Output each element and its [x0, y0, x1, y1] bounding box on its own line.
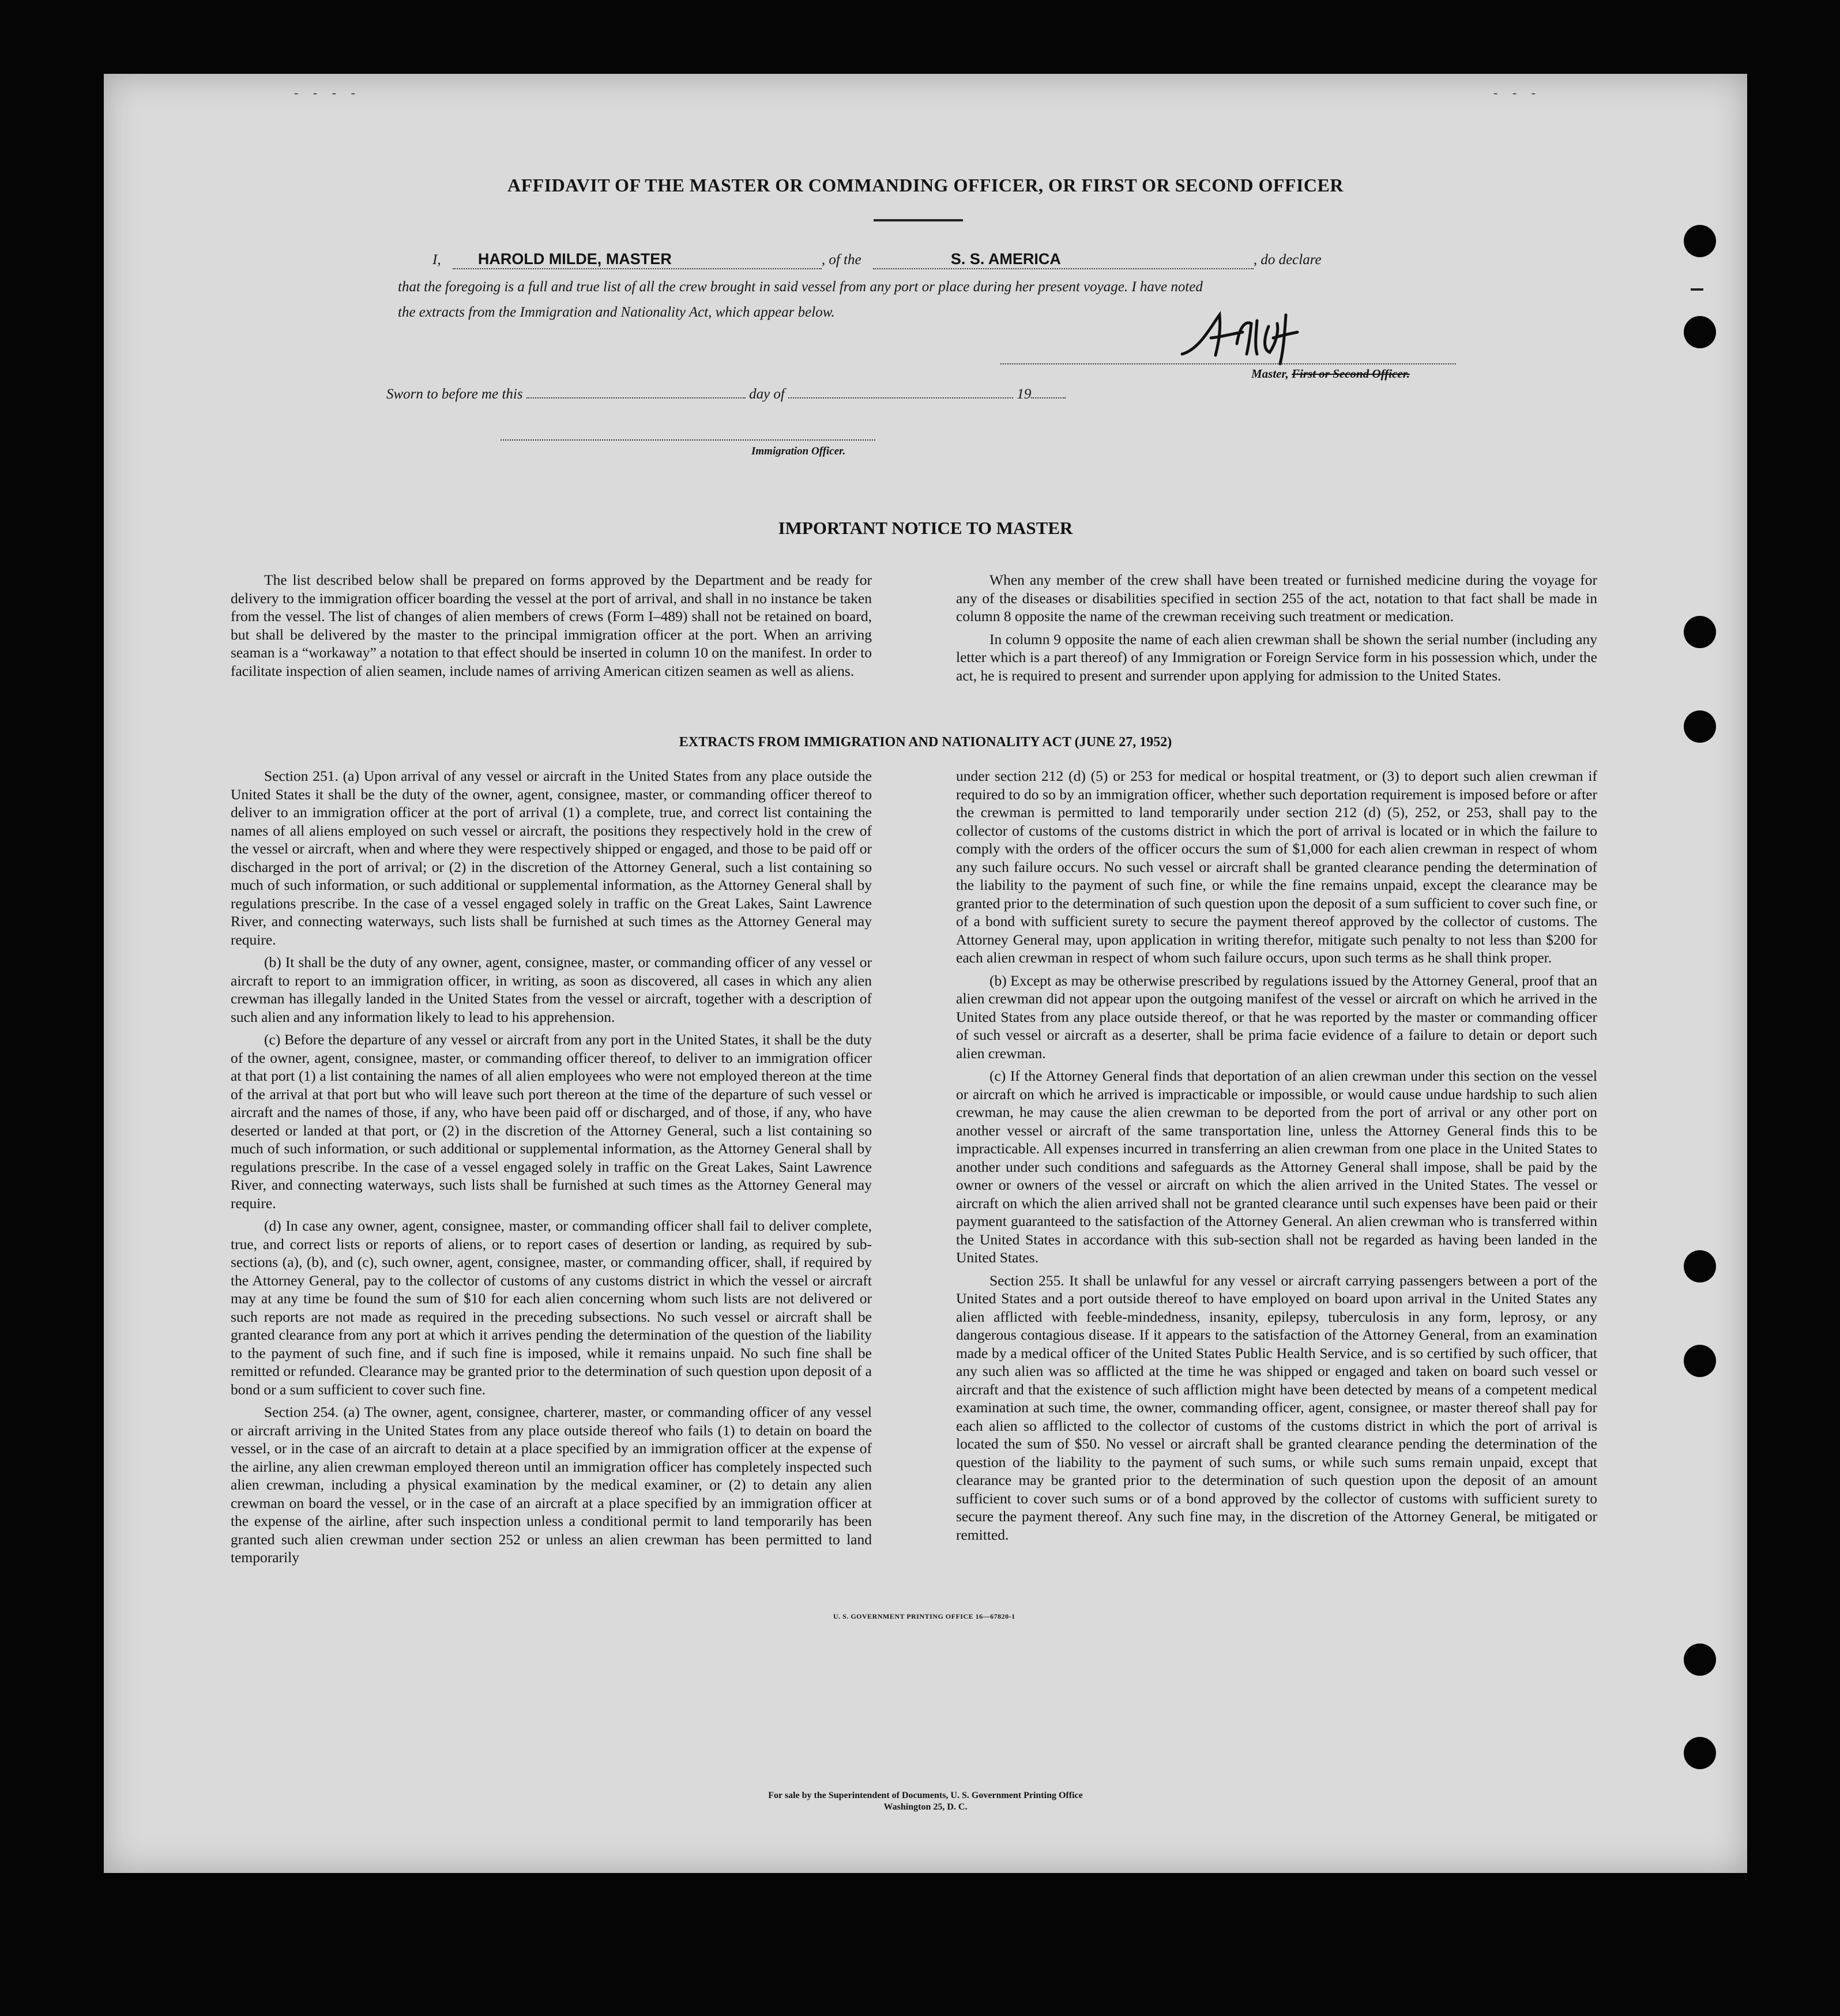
vessel-value: S. S. AMERICA — [950, 250, 1061, 268]
extracts-left-column — [231, 767, 872, 1571]
statement-line-1: that the foregoing is a full and true list of all the crew brought in said vessel from any port or place during her present voyage. I have noted — [398, 279, 1203, 295]
punch-hole — [1684, 225, 1716, 257]
section-251-b: (b) It shall be the duty of any owner, agent, consignee, master, or commanding officer of any vessel or aircraft to report to an immigration officer, in writing, as soon as discovered, all cases in which any alien crewman has illegally landed in the United States from the vessel or aircraft, together with a description of such alien and any information likely to lead to his apprehension. — [231, 954, 872, 1025]
section-251-c: (c) Before the departure of any vessel or aircraft from any port in the United States, it shall be the duty of the owner, agent, consignee, master, or commanding officer thereof, to deliver to an immigration officer at that port (1) a list containing the names of all alien employees who were not employed thereon at the time of the arrival at that port but who will leave such port thereon at the time of the departure of such vessel or aircraft and the names of those, if any, who have been paid off or discharged, and of those, if any, who have deserted or landed at that port, or (2) in the discretion of the Attorney General, such a list containing so much of such information, or such additional or supplemental information, as the Attorney General shall by regulations prescribe. In the case of a vessel engaged solely in traffic on the Great Lakes, Saint Lawrence River, and connecting waterways, such lists shall be furnished at such times as the Attorney General may require. — [231, 1031, 872, 1212]
extracts-right-column — [956, 767, 1597, 1548]
do-declare-label: , do declare — [1253, 252, 1322, 268]
extracts-title: EXTRACTS FROM IMMIGRATION AND NATIONALITY ACT (JUNE 27, 1952) — [679, 735, 1172, 750]
punch-hole — [1684, 1250, 1716, 1282]
vessel-field — [873, 250, 1254, 269]
section-251-a: Section 251. (a) Upon arrival of any vessel or aircraft in the United States from any place outside the United States it shall be the duty of the owner, agent, consignee, master, or commanding officer thereof to deliver to an immigration officer at the port of arrival (1) a complete, true, and correct list containing the names of all aliens employed on such vessel or aircraft, the positions they respectively hold in the crew of the vessel or aircraft, when and where they were respectively shipped or engaged, and those to be paid off or discharged in the port of arrival; or (2) in the discretion of the Attorney General, such a list containing so much of such information, or such additional or supplemental information, as the Attorney General shall by regulations prescribe. In the case of a vessel engaged solely in traffic on the Great Lakes, Saint Lawrence River, and connecting waterways, such lists shall be furnished at such times as the Attorney General may require. — [231, 768, 872, 948]
name-value: HAROLD MILDE, MASTER — [477, 250, 672, 268]
officer-signature-line — [501, 439, 875, 441]
year-field — [1031, 397, 1066, 398]
edge-tick — [1691, 288, 1703, 291]
footer-line-1: For sale by the Superintendent of Documents, U. S. Government Printing Office — [768, 1791, 1083, 1800]
punch-hole — [1684, 316, 1716, 348]
section-254-b: (b) Except as may be otherwise prescribed by regulations issued by the Attorney General, proof that an alien crewman did not appear upon the outgoing manifest of the vessel or aircraft on which he arrived in the United States from any place outside thereof, or that he was reported by the master or commanding officer of such vessel or aircraft as a deserter, shall be prima facie evidence of a failure to detain or deport such alien crewman. — [956, 972, 1597, 1062]
notice-right-column — [956, 571, 1597, 689]
immigration-officer-label: Immigration Officer. — [751, 445, 846, 457]
of-the-label: , of the — [821, 252, 861, 268]
edge-marks-right: - - - — [1493, 85, 1541, 100]
printing-imprint: U. S. GOVERNMENT PRINTING OFFICE 16—67820-1 — [833, 1612, 1015, 1620]
caption-master: Master, — [1251, 367, 1289, 381]
edge-marks-left: - - - - — [294, 85, 361, 100]
notice-left-column — [231, 571, 872, 684]
caption-struck: First or Second Officer. — [1292, 367, 1410, 381]
sworn-day-field — [526, 397, 746, 398]
punch-hole — [1684, 616, 1716, 648]
section-254-a-continued: under section 212 (d) (5) or 253 for medical or hospital treatment, or (3) to deport such alien crewman if required to do so by an immigration officer, whether such deportation requirement is imposed before or after the crewman is permitted to land temporarily under section 212 (d) (5), 252, or 253, shall pay to the collector of customs of the customs district in which the port of arrival is located or in which the failure to comply with the orders of the officer occurs the sum of $1,000 for each alien crewman in respect of whom any such failure occurs. No such vessel or aircraft shall be granted clearance pending the determination of the liability to the payment of such fine, or while the fine remains unpaid, except the clearance may be granted prior to the determination of such question upon the deposit of a sum sufficient to cover such fine, or of a bond with sufficient surety to secure the payment thereof approved by the collector of customs. The Attorney General may, upon application in writing therefor, mitigate such penalty to not less than $200 for each alien crewman in respect of whom such failure occurs, upon such terms as he shall think proper. — [956, 768, 1597, 966]
sworn-line — [386, 386, 1251, 403]
sale-footer — [104, 1790, 1747, 1813]
year-label: 19 — [1017, 386, 1032, 402]
punch-hole — [1684, 1737, 1716, 1769]
sworn-month-field — [788, 397, 1013, 398]
day-of-label: day of — [749, 386, 785, 402]
section-255: Section 255. It shall be unlawful for any vessel or aircraft carrying passengers between a port of the United States and a port outside thereof to have employed on board upon arrival in the United States any alien afflicted with feeble-mindedness, insanity, epilepsy, tuberculosis in any form, leprosy, or any dangerous contagious disease. If it appears to the satisfaction of the Attorney General, from an examination made by a medical officer of the United States Public Health Service, and is so certified by such officer, that any such alien was so afflicted at the time he was shipped or engaged and taken on board such vessel or aircraft and that the existence of such affliction might have been detected by means of a competent medical examination at such time, the owner, commanding officer, agent, consignee, or master thereof shall pay for each alien so afflicted to the collector of customs of the customs district in which the port of arrival is located the sum of $50. No vessel or aircraft shall be granted clearance pending the determination of the question of the liability to the payment of such sums, or while such sums remain unpaid, except that clearance may be granted prior to the determination of such question upon the deposit of an amount sufficient to cover such sums or of a bond approved by the collector of customs with sufficient surety to secure the payment thereof. Any such fine may, in the discretion of the Attorney General, be mitigated or remitted. — [956, 1272, 1597, 1543]
sworn-label: Sworn to before me this — [386, 386, 523, 402]
declaration-line — [432, 250, 1586, 269]
document-page — [104, 74, 1747, 1873]
footer-line-2: Washington 25, D. C. — [883, 1802, 968, 1812]
section-254-a: Section 254. (a) The owner, agent, consignee, charterer, master, or commanding officer of any vessel or aircraft arriving in the United States from any place outside thereof who fails (1) to detain on board the vessel, or in the case of an aircraft to detain at a place specified by an immigration officer at the expense of the airline, any alien crewman employed thereon until an immigration officer has completely inspected such alien crewman, including a physical examination by the medical examiner, or (2) to detain any alien crewman on board the vessel, or in the case of an aircraft at a place specified by an immigration officer at the expense of the airline, after such inspection unless a conditional permit to land temporarily has been granted such alien crewman under section 252 or unless an alien crewman has been permitted to land temporarily — [231, 1404, 872, 1566]
signature-caption — [1251, 367, 1410, 381]
master-signature — [1176, 303, 1315, 367]
notice-right-paragraph-2: In column 9 opposite the name of each alien crewman shall be shown the serial number (including any letter which is a part thereof) of any Immigration or Foreign Service form in his possession which, under the act, he is required to present and surrender upon applying for admission to the United States. — [956, 630, 1597, 684]
statement-line-2: the extracts from the Immigration and Nationality Act, which appear below. — [398, 304, 835, 320]
section-254-c: (c) If the Attorney General finds that deportation of an alien crewman under this section on the vessel or aircraft on which he arrived is impracticable or impossible, or would cause undue hardship to such alien crewman, he may cause the alien crewman to be deported from the port of arrival or any other port on another vessel or aircraft of the same transportation line, unless the Attorney General finds this to be impracticable. All expenses incurred in transferring an alien crewman from one place in the United States to another under such conditions and safeguards as the Attorney General shall impose, shall be paid by the owner or owners of the vessel or aircraft on which the alien arrived in the United States. The vessel or aircraft on which the alien arrived shall not be granted clearance until such expenses have been paid or their payment guaranteed to the satisfaction of the Attorney General. An alien crewman who is transferred within the United States in accordance with this sub-section shall not be regarded as having been landed in the United States. — [956, 1067, 1597, 1266]
notice-title: IMPORTANT NOTICE TO MASTER — [778, 518, 1073, 538]
notice-right-paragraph-1: When any member of the crew shall have been treated or furnished medicine during the voyage for any of the diseases or disabilities specified in section 255 of the act, notation to that fact shall be made in column 8 opposite the name of the crewman receiving such treatment or medication. — [956, 571, 1597, 625]
signature-line — [1000, 363, 1456, 364]
affidavit-title: AFFIDAVIT OF THE MASTER OR COMMANDING OFFICER, OR FIRST OR SECOND OFFICER — [507, 175, 1344, 195]
punch-hole — [1684, 1643, 1716, 1676]
name-field — [453, 250, 822, 269]
notice-left-paragraph: The list described below shall be prepared on forms approved by the Department and be ready for delivery to the immigration officer boarding the vessel at the port of arrival, and shall in no instance be taken from the vessel. The list of changes of alien members of crews (Form I–489) shall not be retained on board, but shall be delivered by the master to the principal immigration officer at the port. When an arriving seaman is a “workaway” a notation to that effect should be inserted in column 10 on the manifest. In order to facilitate inspection of alien seamen, include names of arriving American citizen seamen as well as aliens. — [231, 571, 872, 679]
title-rule — [874, 219, 963, 221]
punch-hole — [1684, 1345, 1716, 1377]
section-251-d: (d) In case any owner, agent, consignee, master, or commanding officer shall fail to deliver complete, true, and correct lists or reports of aliens, or to report cases of desertion or landing, as required by sub-sections (a), (b), and (c), such owner, agent, consignee, master, or commanding officer, shall, if required by the Attorney General, pay to the collector of customs of any customs district in which the vessel or aircraft may at any time be found the sum of $10 for each alien concerning whom such lists are not delivered or such reports are not made as required in the preceding subsections. No such vessel or aircraft shall be granted clearance from any port at which it arrives pending the determination of the question of the liability to the payment of such fine, and if such fine is imposed, while it remains unpaid. No such fine shall be remitted or refunded. Clearance may be granted prior to the determination of such question upon deposit of a bond or a sum sufficient to cover such fine. — [231, 1217, 872, 1398]
prefix-i: I, — [432, 252, 441, 268]
